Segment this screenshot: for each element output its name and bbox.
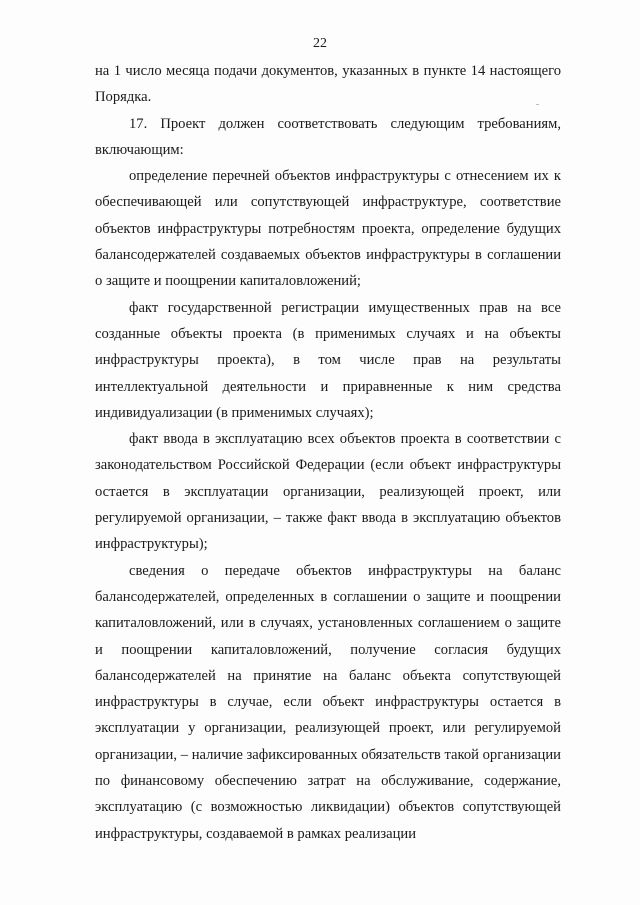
paragraph-continuation: на 1 число месяца подачи документов, указанных в пункте 14 настоящего Порядка. [95, 63, 561, 106]
paragraph-clause-17: 17. Проект должен соответствовать следующим требованиям, включающим: [95, 115, 561, 158]
paragraph-balance-transfer: сведения о передаче объектов инфраструктуры на баланс балансодержателей, определенных в соглашении о защите и поощрении капиталовложений, или в случаях, установленных соглашением о защите и поощрении капиталовложений, получение согласия будущих балансодержателей на принятие на баланс объекта сопутствующей инфраструктуры в случае, если объект инфраструктуры остается в эксплуатации у организации, реализующей проект, или регулируемой организации, – наличие зафиксированных обязательств такой организации по финансовому обеспечению затрат на обслуживание, содержание, эксплуатацию (с возможностью ликвидации) объектов сопутствующей инфраструктуры, создаваемой в рамках реализации [95, 562, 561, 842]
paragraph-infrastructure-lists: определение перечней объектов инфраструктуры с отнесением их к обеспечивающей или сопутствующей инфраструктуре, соответствие объектов инфраструктуры потребностям проекта, определение будущих балансодержателей создаваемых объектов инфраструктуры в соглашении о защите и поощрении капиталовложений; [95, 168, 561, 290]
document-body [95, 58, 561, 847]
paragraph-property-registration: факт государственной регистрации имущественных прав на все созданные объекты проекта (в применимых случаях и на объекты инфраструктуры проекта), в том числе прав на результаты интеллектуальной деятельности и приравненные к ним средства индивидуализации (в применимых случаях); [95, 299, 561, 421]
page-number: 22 [313, 36, 327, 51]
paragraph-commissioning: факт ввода в эксплуатацию всех объектов проекта в соответствии с законодательством Российской Федерации (если объект инфраструктуры остается в эксплуатации организации, реализующей проект, или регулируемой организации, – также факт ввода в эксплуатацию объектов инфраструктуры); [95, 431, 561, 553]
